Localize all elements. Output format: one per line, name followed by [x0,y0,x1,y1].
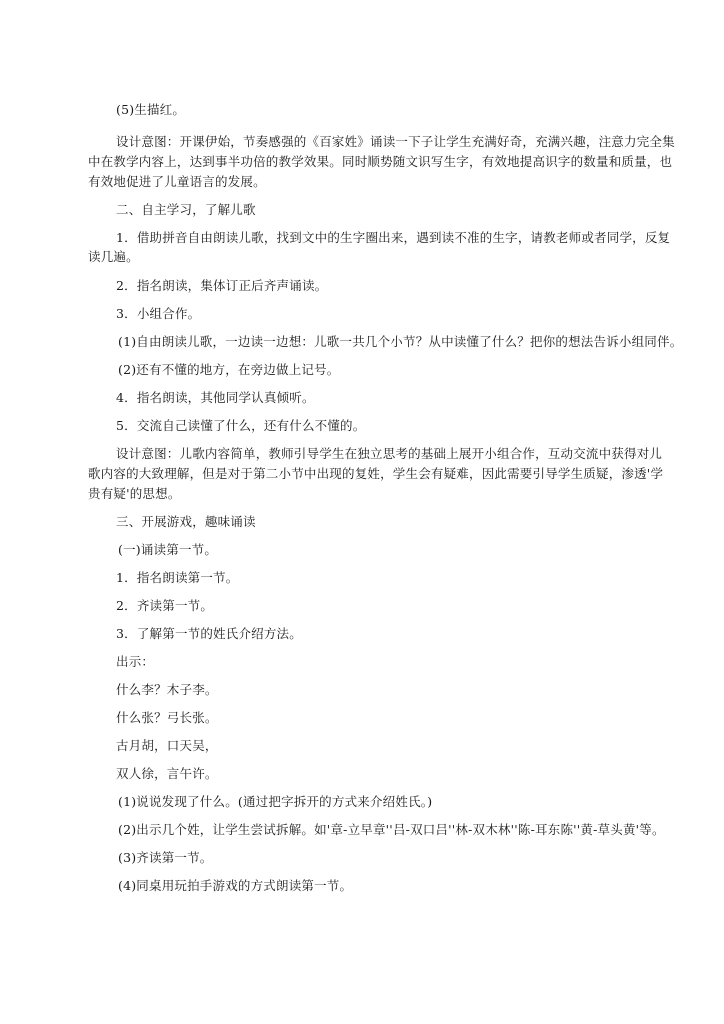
paragraph-line: 1．指名朗读第一节。 [116,570,239,585]
rhyme-line: 什么李？木子李。 [116,682,218,697]
design-intent-line: 贵有疑'的思想。 [88,486,181,501]
paragraph-line: 4．指名朗读，其他同学认真倾听。 [116,390,315,405]
design-intent-line: 有效地促进了儿童语言的发展。 [88,174,266,189]
rhyme-line: 双人徐，言午许。 [116,766,218,781]
rhyme-line: 古月胡，口天吴， [116,738,218,753]
design-intent-line: 歌内容的大致理解，但是对于第二小节中出现的复姓，学生会有疑难，因此需要引导学生质疑，渗透'学 [88,466,664,481]
paragraph-line: (1)自由朗读儿歌，一边读一边想：儿歌一共几个小节？从中读懂了什么？把你的想法告诉小组同伴。 [118,334,683,349]
paragraph-line: 5．交流自己读懂了什么，还有什么不懂的。 [116,418,366,433]
paragraph-line: 2．指名朗读，集体订正后齐声诵读。 [116,278,328,293]
rhyme-line: 什么张？弓长张。 [116,710,218,725]
design-intent-line: 中在教学内容上，达到事半功倍的教学效果。同时顺势随文识写生字，有效地提高识字的数量和质量，也 [88,154,673,169]
paragraph-line: (1)说说发现了什么。(通过把字拆开的方式来介绍姓氏。) [118,794,433,809]
section-heading: 三、开展游戏，趣味诵读 [116,514,256,529]
paragraph-line: (3)齐读第一节。 [118,850,213,865]
paragraph-line: 2．齐读第一节。 [116,598,214,613]
paragraph-line: 读几遍。 [88,249,139,264]
design-intent-line: 设计意图：开课伊始，节奏感强的《百家姓》诵读一下子让学生充满好奇，充满兴趣，注意力完全集 [116,134,675,149]
paragraph-line: 1．借助拼音自由朗读儿歌，找到文中的生字圈出来，遇到读不准的生字，请教老师或者同学，反复 [116,230,671,245]
paragraph-line: 3．了解第一节的姓氏介绍方法。 [116,626,302,641]
design-intent-line: 设计意图：儿歌内容简单，教师引导学生在独立思考的基础上展开小组合作，互动交流中获得对儿 [116,446,663,461]
paragraph-line: (2)出示几个姓，让学生尝试拆解。如'章-立早章''吕-双口吕''林-双木林''陈-耳东陈''黄-草头黄'等。 [118,822,665,837]
section-heading: 二、自主学习，了解儿歌 [116,202,256,217]
paragraph-line: (4)同桌用玩拍手游戏的方式朗读第一节。 [118,878,353,893]
paragraph-line: (5)生描红。 [116,102,186,117]
paragraph-line: (一)诵读第一节。 [118,542,218,557]
paragraph-line: (2)还有不懂的地方，在旁边做上记号。 [118,362,340,377]
paragraph-line: 出示： [116,654,155,669]
paragraph-line: 3．小组合作。 [116,306,201,321]
